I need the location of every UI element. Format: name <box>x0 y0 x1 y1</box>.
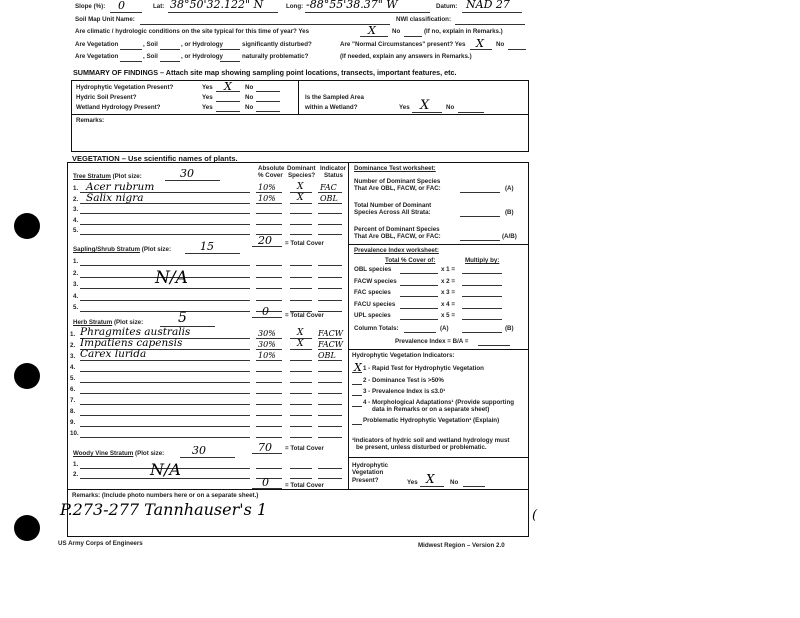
prevalence-row-mult: x 3 = <box>441 289 455 296</box>
tree-row-num: 2. <box>73 195 79 203</box>
sapling-dom-line <box>290 277 312 278</box>
herb-ind-line <box>318 338 342 339</box>
tree-row-indicator: FAC <box>320 183 337 192</box>
herb-cover-line <box>256 404 282 405</box>
herb-ind-line <box>318 349 342 350</box>
herb-dom-line <box>290 437 312 438</box>
indicator-1-check[interactable]: X <box>354 361 362 374</box>
vine-row-num: 2. <box>73 471 79 478</box>
are-vegetation-label: Are Vegetation <box>75 41 119 48</box>
vine-stratum-title: Woody Vine Stratum <box>73 450 134 457</box>
sapling-stratum-title: Sapling/Shrub Stratum <box>73 246 141 253</box>
sapling-ind-line <box>318 277 342 278</box>
no-label-2: No <box>245 94 254 101</box>
nwi-label: NWI classification: <box>396 16 452 23</box>
sapling-row-line <box>80 288 250 289</box>
explain-note: (If needed, explain any answers in Remarks.) <box>340 53 472 60</box>
sampled-yes-label: Yes <box>399 104 410 111</box>
soil-label: , Soil <box>143 41 158 48</box>
slope-value: 0 <box>118 0 125 12</box>
sapling-cover-line <box>256 311 282 312</box>
sampled-no-label: No <box>446 104 455 111</box>
herb-plot-label: (Plot size: <box>113 319 144 326</box>
sapling-stratum-label <box>73 246 171 253</box>
sapling-cover-line <box>256 265 282 266</box>
herb-cover-line <box>256 349 282 350</box>
prevalence-row-mult: x 4 = <box>441 300 455 308</box>
herb-row-species: Impatiens capensis <box>80 337 183 349</box>
tree-total-label: = Total Cover <box>285 240 324 247</box>
tree-ind-line <box>318 224 342 225</box>
punch-hole-bottom <box>14 515 40 541</box>
tree-dom-line <box>290 203 312 204</box>
prevalence-title: Prevalence Index worksheet: <box>354 247 439 254</box>
indicators-footnote-1: ¹Indicators of hydric soil and wetland hydrology must <box>352 437 510 444</box>
prevalence-row-line <box>400 273 438 274</box>
indicators-footnote-2: be present, unless disturbed or problematic. <box>356 444 487 451</box>
tree-row-line <box>80 213 250 214</box>
herb-row-cover: 30% <box>258 340 276 349</box>
significantly-disturbed-label: significantly disturbed? <box>242 41 312 48</box>
tree-ind-line <box>318 203 342 204</box>
herb-dom-line <box>290 382 312 383</box>
herb-row-line <box>80 382 250 383</box>
herb-dom-line <box>290 415 312 416</box>
hydric-soil-label: Hydric Soil Present? <box>76 94 137 101</box>
dominance-line1b: That Are OBL, FACW, or FAC: <box>354 185 441 192</box>
tree-row-line <box>80 224 250 225</box>
prevalence-row-result <box>462 319 502 320</box>
vine-ind-line <box>318 468 342 469</box>
tree-cover-line <box>256 213 282 214</box>
herb-row-line <box>80 437 250 438</box>
dominance-a: (A) <box>505 185 514 192</box>
prevalence-row-label: FACW species <box>354 277 397 285</box>
prevalence-row-mult: x 5 = <box>441 312 455 319</box>
datum-value: NAD 27 <box>466 0 510 11</box>
herb-row-line <box>80 371 250 372</box>
present-yes-mark[interactable]: X <box>426 472 435 486</box>
tree-dom-line <box>290 213 312 214</box>
herb-row-indicator: OBL <box>318 351 336 360</box>
indicator-4: 4 - Morphological Adaptations¹ (Provide supporting <box>363 399 515 406</box>
datum-label: Datum: <box>436 3 458 10</box>
herb-dom-line <box>290 404 312 405</box>
vine-ind-line <box>318 478 342 479</box>
herb-row-indicator: FACW <box>318 329 343 338</box>
dominance-b: (B) <box>505 209 514 216</box>
indicators-title: Hydrophytic Vegetation Indicators: <box>352 352 455 359</box>
indicator-2: 2 - Dominance Test is >50% <box>363 377 444 384</box>
herb-row-line <box>80 426 250 427</box>
sapling-total-label: = Total Cover <box>285 312 324 319</box>
tree-total-value: 20 <box>258 234 272 247</box>
vine-stratum-label <box>73 450 164 457</box>
present-yes-label: Yes <box>407 479 418 486</box>
climatic-note: (If no, explain in Remarks.) <box>424 28 503 35</box>
punch-hole-middle <box>14 363 40 389</box>
soil-label-2: , Soil <box>143 53 158 60</box>
dominance-ab: (A/B) <box>502 233 517 240</box>
vine-dom-line <box>290 468 312 469</box>
dominance-line2a: Total Number of Dominant <box>354 202 432 209</box>
col-indicator: Indicator <box>320 165 347 172</box>
sapling-row-num: 2. <box>73 269 79 277</box>
sapling-plot-size: 15 <box>200 240 214 253</box>
sapling-ind-line <box>318 300 342 301</box>
prevalence-row-result <box>462 273 502 274</box>
herb-dom-line <box>290 371 312 372</box>
sapling-dom-line <box>290 265 312 266</box>
long-value: -88°55'38.37" W <box>306 0 398 11</box>
vine-cover-line <box>256 468 282 469</box>
dominance-line3b: That Are OBL, FACW, or FAC: <box>354 233 441 240</box>
prevalence-multiply: Multiply by: <box>465 257 500 264</box>
prevalence-row-label: OBL species <box>354 266 392 273</box>
vine-total-label: = Total Cover <box>285 482 324 489</box>
tree-row-dominant[interactable]: X <box>297 182 304 192</box>
vine-row-num: 1. <box>73 461 79 468</box>
herb-dom-line <box>290 426 312 427</box>
sapling-ind-line <box>318 265 342 266</box>
sapling-row-num: 5. <box>73 304 79 311</box>
dominance-line3a: Percent of Dominant Species <box>354 226 440 233</box>
prevalence-row-mult: x 1 = <box>441 266 455 273</box>
tree-row-line <box>80 234 250 235</box>
prevalence-row-line <box>400 285 438 286</box>
herb-cover-line <box>256 426 282 427</box>
present-no-label: No <box>450 479 459 486</box>
herb-row-dominant[interactable]: X <box>297 328 304 338</box>
sapling-na: N/A <box>155 268 188 288</box>
lat-label: Lat: <box>153 3 165 10</box>
indicator-3: 3 - Prevalence Index is ≤3.0¹ <box>363 388 446 395</box>
tree-dom-line <box>290 234 312 235</box>
summary-remarks-label: Remarks: <box>76 117 105 124</box>
prevalence-row-line <box>400 308 438 309</box>
herb-row-num: 2. <box>70 342 76 349</box>
prevalence-row-label: UPL species <box>354 312 391 319</box>
herb-row-num: 9. <box>70 419 76 426</box>
yes-label-1: Yes <box>202 84 213 91</box>
lat-value: 38°50'32.122" N <box>170 0 264 11</box>
yes-label-2: Yes <box>202 94 213 101</box>
wetland-hydrology-label: Wetland Hydrology Present? <box>76 104 161 111</box>
herb-row-cover: 10% <box>258 351 276 360</box>
sampled-area-label-1: Is the Sampled Area <box>305 94 364 101</box>
prevalence-col-totals: Column Totals: <box>354 325 399 332</box>
dominance-line2b: Species Across All Strata: <box>354 209 431 216</box>
herb-row-num: 7. <box>70 397 76 404</box>
indicator-4-cont: data in Remarks or on a separate sheet) <box>372 406 490 413</box>
normal-yes-mark[interactable]: X <box>476 37 484 50</box>
dominance-line1a: Number of Dominant Species <box>354 178 441 185</box>
prevalence-total-pct: Total % Cover of: <box>385 257 436 264</box>
herb-row-line <box>80 415 250 416</box>
herb-row-species: Phragmites australis <box>80 326 191 338</box>
col-cover: % Cover <box>258 172 283 179</box>
col-absolute: Absolute <box>258 165 285 172</box>
herb-ind-line <box>318 382 342 383</box>
sapling-row-num: 4. <box>73 292 79 300</box>
vine-total-value: 0 <box>262 476 269 489</box>
tree-row-num: 4. <box>73 216 79 224</box>
vine-dom-line <box>290 478 312 479</box>
herb-total-value: 70 <box>258 441 272 454</box>
sapling-cover-line <box>256 300 282 301</box>
herb-ind-line <box>318 404 342 405</box>
sapling-row-line <box>80 311 250 312</box>
sapling-row-line <box>80 300 250 301</box>
tree-cover-line <box>256 224 282 225</box>
herb-row-indicator: FACW <box>318 340 343 349</box>
climatic-yes-mark[interactable]: X <box>368 24 376 37</box>
tree-stratum-label <box>73 173 142 180</box>
herb-cover-line <box>256 371 282 372</box>
vine-plot-size: 30 <box>192 444 206 457</box>
tree-row-species: Salix nigra <box>86 191 144 204</box>
sapling-row-line <box>80 265 250 266</box>
sampled-yes-mark[interactable]: X <box>420 98 430 113</box>
vine-cover-line <box>256 478 282 479</box>
are-vegetation-label-2: Are Vegetation <box>75 53 119 60</box>
tree-row-cover: 10% <box>258 183 276 192</box>
herb-cover-line <box>256 415 282 416</box>
prevalence-row-result <box>462 296 502 297</box>
vine-plot-label: (Plot size: <box>135 450 165 457</box>
sapling-row-num: 3. <box>73 281 79 288</box>
herb-dom-line <box>290 393 312 394</box>
prevalence-row-mult: x 2 = <box>441 277 455 285</box>
hydrophytic-yes-mark[interactable]: X <box>224 80 232 93</box>
hydrology-label-2: , or Hydrology <box>181 53 223 60</box>
herb-ind-line <box>318 371 342 372</box>
normal-no-label: No <box>496 41 505 48</box>
tree-dom-line <box>290 224 312 225</box>
climatic-no-label: No <box>392 28 401 35</box>
tree-ind-line <box>318 213 342 214</box>
herb-row-dominant[interactable]: X <box>297 339 304 349</box>
herb-dom-line <box>290 349 312 350</box>
herb-cover-line <box>256 382 282 383</box>
prevalence-row-label: FACU species <box>354 300 396 308</box>
herb-ind-line <box>318 393 342 394</box>
tree-row-cover: 10% <box>258 193 276 203</box>
herb-row-cover: 30% <box>258 329 276 338</box>
prevalence-index: Prevalence Index = B/A = <box>395 338 469 345</box>
herb-stratum-label <box>73 319 143 326</box>
herb-cover-line <box>256 437 282 438</box>
present-label-2: Vegetation <box>352 469 384 476</box>
herb-row-num: 1. <box>70 331 76 338</box>
herb-cover-line <box>256 338 282 339</box>
no-label-1: No <box>245 84 254 91</box>
herb-ind-line <box>318 426 342 427</box>
long-label: Long: <box>286 3 304 10</box>
col-dominant: Dominant <box>287 165 316 172</box>
herb-row-num: 3. <box>70 353 76 360</box>
sapling-cover-line <box>256 288 282 289</box>
sapling-cover-line <box>256 277 282 278</box>
tree-plot-label: (Plot size: <box>112 173 142 180</box>
indicator-5: Problematic Hydrophytic Vegetation¹ (Explain) <box>363 417 500 424</box>
prevalence-row-line <box>400 319 438 320</box>
vegetation-remarks-value: P.273-277 Tannhauser's 1 <box>60 500 268 519</box>
herb-row-num: 5. <box>70 375 76 382</box>
footer-right: Midwest Region – Version 2.0 <box>418 542 505 549</box>
climatic-question: Are climatic / hydrologic conditions on the site typical for this time of year? Yes <box>75 28 310 35</box>
herb-plot-size: 5 <box>178 310 187 326</box>
footer-left: US Army Corps of Engineers <box>58 540 143 547</box>
sapling-total-value: 0 <box>262 305 269 318</box>
col-species: Species? <box>288 172 316 179</box>
tree-plot-size: 30 <box>180 167 194 180</box>
summary-title: SUMMARY OF FINDINGS – Attach site map showing sampling point locations, transects, important features, etc. <box>73 68 457 77</box>
tree-row-species: Acer rubrum <box>86 181 155 193</box>
herb-dom-line <box>290 360 312 361</box>
vegetation-remarks-label: Remarks: (Include photo numbers here or on a separate sheet.) <box>72 492 259 499</box>
herb-cover-line <box>256 393 282 394</box>
tree-row-num: 1. <box>73 185 79 192</box>
prevalence-row-result <box>462 285 502 286</box>
sapling-dom-line <box>290 288 312 289</box>
prevalence-row-line <box>400 296 438 297</box>
prevalence-a: (A) <box>440 325 449 332</box>
sapling-ind-line <box>318 288 342 289</box>
herb-ind-line <box>318 415 342 416</box>
vegetation-title: VEGETATION – Use scientific names of plants. <box>72 154 238 163</box>
present-label-3: Present? <box>352 477 379 484</box>
herb-row-num: 10. <box>70 430 79 437</box>
sampled-area-label-2: within a Wetland? <box>305 104 358 111</box>
herb-row-species: Carex lurida <box>80 348 147 360</box>
prevalence-row-result <box>462 308 502 309</box>
tree-row-dominant[interactable]: X <box>297 192 304 203</box>
tree-row-indicator: OBL <box>320 193 338 203</box>
sapling-dom-line <box>290 300 312 301</box>
herb-cover-line <box>256 360 282 361</box>
tree-stratum-title: Tree Stratum <box>73 173 111 180</box>
herb-total-label: = Total Cover <box>285 445 324 452</box>
herb-ind-line <box>318 360 342 361</box>
soil-map-label: Soil Map Unit Name: <box>75 16 135 23</box>
present-label-1: Hydrophytic <box>352 462 389 469</box>
tree-ind-line <box>318 234 342 235</box>
hydrology-label: , or Hydrology <box>181 41 223 48</box>
vine-na: N/A <box>150 460 181 479</box>
prevalence-b: (B) <box>505 325 514 332</box>
herb-row-line <box>80 393 250 394</box>
herb-row-line <box>80 404 250 405</box>
punch-hole-top <box>14 213 40 239</box>
sapling-plot-label: (Plot size: <box>141 246 172 253</box>
herb-ind-line <box>318 437 342 438</box>
tree-row-num: 3. <box>73 206 79 213</box>
herb-row-num: 4. <box>70 364 76 371</box>
naturally-problematic-label: naturally problematic? <box>242 53 309 60</box>
dominance-title: Dominance Test worksheet: <box>354 165 436 172</box>
herb-stratum-title: Herb Stratum <box>73 319 113 326</box>
col-status: Status <box>324 172 343 179</box>
no-label-3: No <box>245 104 254 111</box>
tree-cover-line <box>256 203 282 204</box>
margin-mark: ( <box>532 508 538 523</box>
tree-row-num: 5. <box>73 227 79 234</box>
prevalence-row-label: FAC species <box>354 289 391 296</box>
herb-row-num: 8. <box>70 408 76 415</box>
hydrophytic-present-label: Hydrophytic Vegetation Present? <box>76 84 174 91</box>
normal-circumstances-label: Are "Normal Circumstances" present? Yes <box>340 41 466 48</box>
slope-label: Slope (%): <box>75 3 106 10</box>
yes-label-3: Yes <box>202 104 213 111</box>
herb-row-line <box>80 360 250 361</box>
herb-row-num: 6. <box>70 386 76 393</box>
indicator-1: 1 - Rapid Test for Hydrophytic Vegetation <box>363 365 484 372</box>
sapling-row-num: 1. <box>73 258 79 265</box>
